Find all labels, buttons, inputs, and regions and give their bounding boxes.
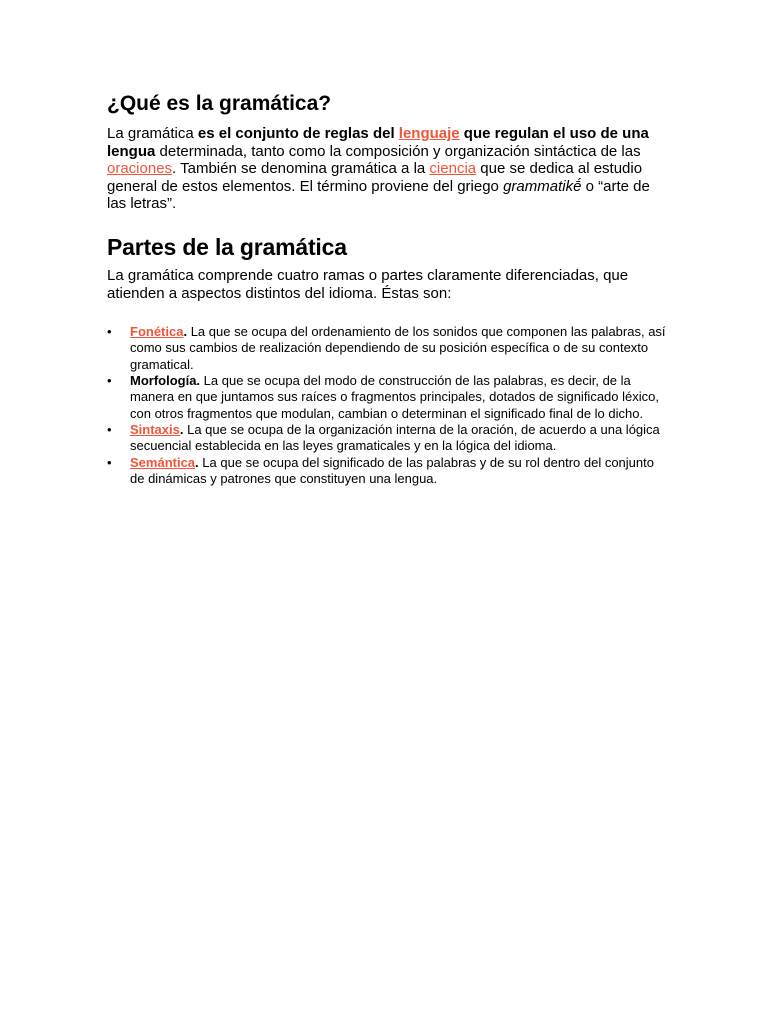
section-heading-que-es: ¿Qué es la gramática? [107, 92, 332, 115]
bullet-icon: • [107, 373, 112, 389]
term-punct: . [183, 324, 188, 340]
list-item [107, 373, 667, 422]
bullet-icon: • [107, 421, 112, 437]
link-sintaxis[interactable]: Sintaxis [130, 421, 180, 437]
bullet-icon: • [107, 324, 112, 340]
italic-run: grammatikḗ [503, 177, 582, 195]
document-page [107, 91, 667, 487]
list-item [107, 455, 667, 488]
item-text: La que se ocupa de la organización interna de la oración, de acuerdo a una lógica secuencial establecida en las leyes gramaticales y en la lógica del idioma. [130, 421, 660, 454]
text-run: La gramática [107, 125, 198, 142]
list-item [107, 422, 667, 455]
link-fonetica[interactable]: Fonética [130, 324, 184, 340]
link-semantica[interactable]: Semántica [130, 454, 196, 470]
term-punct: . [195, 454, 199, 470]
item-text: La que se ocupa del significado de las palabras y de su rol dentro del conjunto de dinámicas y patrones que constituyen una lengua. [130, 454, 654, 486]
link-ciencia[interactable]: ciencia [429, 160, 477, 178]
text-run: . También se denomina gramática a la [172, 160, 430, 178]
item-text: La que se ocupa del modo de construcción de las palabras, es decir, de la manera en que juntamos sus raíces o fragmentos principales, dotados de significado léxico, con otros fragmentos que modulan, cambian o determinan el significado final de lo dicho. [130, 373, 659, 421]
section-heading-partes: Partes de la gramática [107, 233, 347, 260]
term-morfologia: Morfología. [130, 373, 201, 389]
item-text: La que se ocupa del ordenamiento de los sonidos que componen las palabras, así como sus cambios de realización dependiendo de su posición específica o de su contexto gramatical. [130, 324, 666, 372]
bold-run: que regulan el uso de una lengua [107, 125, 649, 160]
intro-paragraph: La gramática comprende cuatro ramas o partes claramente diferenciadas, que atienden a aspectos distintos del idioma. Éstas son: [107, 266, 629, 302]
definition-paragraph [107, 125, 667, 213]
list-item [107, 324, 667, 373]
text-run: determinada, tanto como la composición y organización sintáctica de las [155, 142, 641, 160]
link-oraciones[interactable]: oraciones [107, 160, 173, 178]
term-punct: . [179, 421, 184, 437]
parts-list [107, 324, 667, 487]
text-run: que se dedica al estudio general de estos elementos. El término proviene del griego [107, 160, 643, 195]
bullet-icon: • [107, 454, 112, 470]
link-lenguaje[interactable]: lenguaje [398, 125, 460, 142]
bold-run: es el conjunto de reglas del [197, 125, 399, 142]
text-run: o “arte de las letras”. [107, 177, 650, 213]
